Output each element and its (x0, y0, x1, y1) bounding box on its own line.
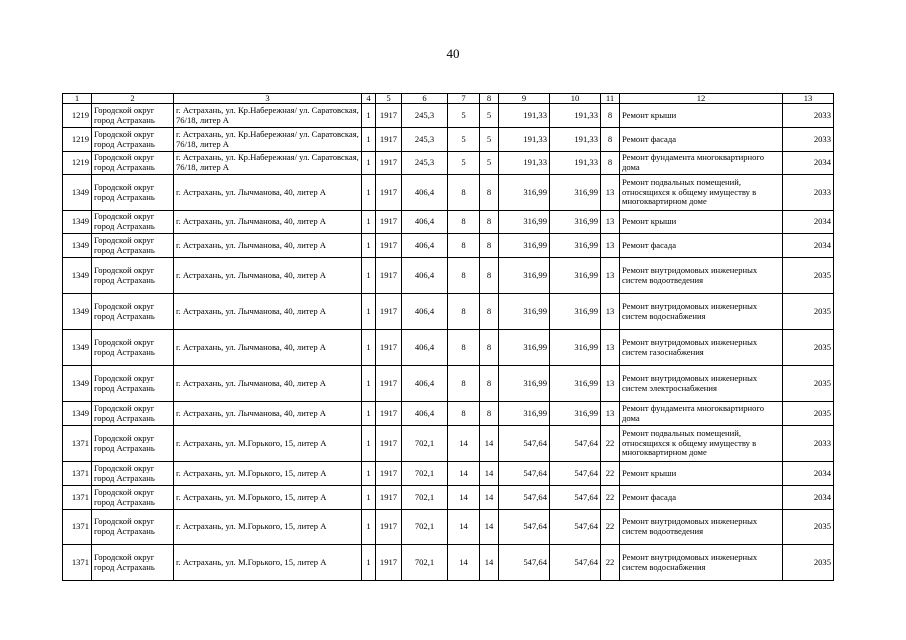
column-header: 5 (376, 94, 402, 104)
planned-year: 2034 (783, 486, 834, 510)
col9-value: 547,64 (499, 510, 550, 545)
municipality: Городской округ город Астрахань (92, 258, 174, 294)
col4-value: 1 (362, 258, 376, 294)
work-type: Ремонт подвальных помещений, относящихся к общему имуществу в многоквартирном доме (620, 426, 783, 462)
col4-value: 1 (362, 234, 376, 258)
work-type: Ремонт внутридомовых инженерных систем водоснабжения (620, 294, 783, 330)
year-built: 1917 (376, 426, 402, 462)
col7-value: 8 (448, 330, 480, 366)
col10-value: 316,99 (550, 330, 601, 366)
address: г. Астрахань, ул. Лычманова, 40, литер А (174, 402, 362, 426)
total-area: 702,1 (402, 545, 448, 581)
table-row (63, 486, 834, 510)
work-type: Ремонт внутридомовых инженерных систем водоснабжения (620, 545, 783, 581)
municipality: Городской округ город Астрахань (92, 294, 174, 330)
table-row (63, 330, 834, 366)
planned-year: 2034 (783, 211, 834, 234)
col8-value: 5 (480, 104, 499, 128)
column-header: 2 (92, 94, 174, 104)
row-id: 1349 (63, 211, 92, 234)
col11-value: 13 (601, 402, 620, 426)
year-built: 1917 (376, 294, 402, 330)
col11-value: 13 (601, 366, 620, 402)
table-row (63, 258, 834, 294)
address: г. Астрахань, ул. Лычманова, 40, литер А (174, 294, 362, 330)
planned-year: 2035 (783, 294, 834, 330)
municipality: Городской округ город Астрахань (92, 152, 174, 175)
planned-year: 2033 (783, 128, 834, 152)
col10-value: 316,99 (550, 258, 601, 294)
column-header: 9 (499, 94, 550, 104)
row-id: 1349 (63, 294, 92, 330)
row-id: 1349 (63, 330, 92, 366)
work-type: Ремонт внутридомовых инженерных систем газоснабжения (620, 330, 783, 366)
total-area: 245,3 (402, 104, 448, 128)
municipality: Городской округ город Астрахань (92, 510, 174, 545)
planned-year: 2035 (783, 402, 834, 426)
col11-value: 13 (601, 258, 620, 294)
total-area: 702,1 (402, 510, 448, 545)
col7-value: 8 (448, 175, 480, 211)
address: г. Астрахань, ул. М.Горького, 15, литер А (174, 486, 362, 510)
repair-schedule-table (62, 93, 834, 581)
col10-value: 547,64 (550, 462, 601, 486)
municipality: Городской округ город Астрахань (92, 545, 174, 581)
table-row (63, 545, 834, 581)
col7-value: 14 (448, 462, 480, 486)
planned-year: 2034 (783, 152, 834, 175)
total-area: 406,4 (402, 366, 448, 402)
municipality: Городской округ город Астрахань (92, 211, 174, 234)
col9-value: 191,33 (499, 104, 550, 128)
col9-value: 316,99 (499, 330, 550, 366)
col11-value: 13 (601, 294, 620, 330)
year-built: 1917 (376, 152, 402, 175)
col7-value: 5 (448, 152, 480, 175)
col10-value: 316,99 (550, 402, 601, 426)
planned-year: 2035 (783, 510, 834, 545)
column-header: 12 (620, 94, 783, 104)
row-id: 1349 (63, 175, 92, 211)
planned-year: 2033 (783, 175, 834, 211)
address: г. Астрахань, ул. М.Горького, 15, литер А (174, 545, 362, 581)
work-type: Ремонт крыши (620, 211, 783, 234)
col8-value: 8 (480, 175, 499, 211)
col8-value: 14 (480, 462, 499, 486)
col8-value: 14 (480, 545, 499, 581)
column-header: 1 (63, 94, 92, 104)
col4-value: 1 (362, 510, 376, 545)
total-area: 406,4 (402, 294, 448, 330)
col10-value: 316,99 (550, 234, 601, 258)
work-type: Ремонт крыши (620, 104, 783, 128)
col7-value: 8 (448, 294, 480, 330)
address: г. Астрахань, ул. Лычманова, 40, литер А (174, 175, 362, 211)
address: г. Астрахань, ул. Лычманова, 40, литер А (174, 330, 362, 366)
col4-value: 1 (362, 486, 376, 510)
table-row (63, 402, 834, 426)
col9-value: 547,64 (499, 486, 550, 510)
table-row (63, 104, 834, 128)
col8-value: 14 (480, 426, 499, 462)
municipality: Городской округ город Астрахань (92, 426, 174, 462)
total-area: 702,1 (402, 462, 448, 486)
col8-value: 8 (480, 366, 499, 402)
table-row (63, 510, 834, 545)
year-built: 1917 (376, 175, 402, 211)
municipality: Городской округ город Астрахань (92, 234, 174, 258)
row-id: 1371 (63, 510, 92, 545)
municipality: Городской округ город Астрахань (92, 175, 174, 211)
total-area: 406,4 (402, 258, 448, 294)
row-id: 1219 (63, 152, 92, 175)
col4-value: 1 (362, 402, 376, 426)
col11-value: 13 (601, 234, 620, 258)
total-area: 245,3 (402, 152, 448, 175)
col4-value: 1 (362, 211, 376, 234)
col9-value: 316,99 (499, 258, 550, 294)
col9-value: 316,99 (499, 402, 550, 426)
column-header: 7 (448, 94, 480, 104)
row-id: 1371 (63, 545, 92, 581)
col8-value: 14 (480, 510, 499, 545)
work-type: Ремонт внутридомовых инженерных систем электроснабжения (620, 366, 783, 402)
col9-value: 316,99 (499, 211, 550, 234)
year-built: 1917 (376, 462, 402, 486)
col4-value: 1 (362, 175, 376, 211)
municipality: Городской округ город Астрахань (92, 366, 174, 402)
table-row (63, 366, 834, 402)
col11-value: 8 (601, 104, 620, 128)
year-built: 1917 (376, 486, 402, 510)
row-id: 1371 (63, 426, 92, 462)
col11-value: 22 (601, 545, 620, 581)
col8-value: 8 (480, 211, 499, 234)
col9-value: 547,64 (499, 462, 550, 486)
col10-value: 547,64 (550, 510, 601, 545)
col7-value: 14 (448, 510, 480, 545)
col10-value: 316,99 (550, 366, 601, 402)
col7-value: 8 (448, 258, 480, 294)
col4-value: 1 (362, 152, 376, 175)
address: г. Астрахань, ул. Лычманова, 40, литер А (174, 234, 362, 258)
total-area: 702,1 (402, 486, 448, 510)
total-area: 406,4 (402, 175, 448, 211)
col9-value: 316,99 (499, 294, 550, 330)
address: г. Астрахань, ул. Лычманова, 40, литер А (174, 258, 362, 294)
row-id: 1349 (63, 402, 92, 426)
address: г. Астрахань, ул. М.Горького, 15, литер А (174, 426, 362, 462)
col10-value: 547,64 (550, 545, 601, 581)
col10-value: 547,64 (550, 486, 601, 510)
col10-value: 191,33 (550, 104, 601, 128)
table-row (63, 462, 834, 486)
row-id: 1349 (63, 366, 92, 402)
col7-value: 14 (448, 486, 480, 510)
total-area: 406,4 (402, 234, 448, 258)
column-header: 4 (362, 94, 376, 104)
year-built: 1917 (376, 545, 402, 581)
col4-value: 1 (362, 104, 376, 128)
planned-year: 2035 (783, 545, 834, 581)
col7-value: 8 (448, 366, 480, 402)
column-header: 13 (783, 94, 834, 104)
municipality: Городской округ город Астрахань (92, 402, 174, 426)
col11-value: 8 (601, 152, 620, 175)
column-header: 10 (550, 94, 601, 104)
work-type: Ремонт фасада (620, 486, 783, 510)
planned-year: 2033 (783, 104, 834, 128)
col10-value: 547,64 (550, 426, 601, 462)
col8-value: 5 (480, 128, 499, 152)
col10-value: 316,99 (550, 175, 601, 211)
table-row (63, 211, 834, 234)
col4-value: 1 (362, 294, 376, 330)
col4-value: 1 (362, 545, 376, 581)
year-built: 1917 (376, 104, 402, 128)
row-id: 1219 (63, 128, 92, 152)
municipality: Городской округ город Астрахань (92, 104, 174, 128)
total-area: 406,4 (402, 211, 448, 234)
work-type: Ремонт фасада (620, 234, 783, 258)
col10-value: 191,33 (550, 152, 601, 175)
year-built: 1917 (376, 366, 402, 402)
row-id: 1371 (63, 486, 92, 510)
col10-value: 316,99 (550, 294, 601, 330)
col8-value: 8 (480, 294, 499, 330)
column-header: 6 (402, 94, 448, 104)
col9-value: 316,99 (499, 366, 550, 402)
col11-value: 22 (601, 486, 620, 510)
year-built: 1917 (376, 258, 402, 294)
col11-value: 22 (601, 426, 620, 462)
col8-value: 14 (480, 486, 499, 510)
col9-value: 316,99 (499, 234, 550, 258)
work-type: Ремонт фундамента многоквартирного дома (620, 402, 783, 426)
column-header: 3 (174, 94, 362, 104)
address: г. Астрахань, ул. Лычманова, 40, литер А (174, 211, 362, 234)
address: г. Астрахань, ул. Кр.Набережная/ ул. Саратовская, 76/18, литер А (174, 128, 362, 152)
col11-value: 8 (601, 128, 620, 152)
col4-value: 1 (362, 462, 376, 486)
col7-value: 14 (448, 426, 480, 462)
col11-value: 22 (601, 510, 620, 545)
col7-value: 8 (448, 402, 480, 426)
col9-value: 191,33 (499, 152, 550, 175)
address: г. Астрахань, ул. Кр.Набережная/ ул. Саратовская, 76/18, литер А (174, 152, 362, 175)
work-type: Ремонт фундамента многоквартирного дома (620, 152, 783, 175)
col11-value: 13 (601, 211, 620, 234)
work-type: Ремонт внутридомовых инженерных систем водоотведения (620, 510, 783, 545)
col9-value: 547,64 (499, 545, 550, 581)
planned-year: 2034 (783, 234, 834, 258)
municipality: Городской округ город Астрахань (92, 128, 174, 152)
work-type: Ремонт внутридомовых инженерных систем водоотведения (620, 258, 783, 294)
col10-value: 316,99 (550, 211, 601, 234)
col7-value: 14 (448, 545, 480, 581)
work-type: Ремонт подвальных помещений, относящихся к общему имуществу в многоквартирном доме (620, 175, 783, 211)
year-built: 1917 (376, 234, 402, 258)
table-row (63, 152, 834, 175)
total-area: 406,4 (402, 330, 448, 366)
table-row (63, 294, 834, 330)
planned-year: 2035 (783, 330, 834, 366)
planned-year: 2033 (783, 426, 834, 462)
col11-value: 13 (601, 330, 620, 366)
year-built: 1917 (376, 211, 402, 234)
col4-value: 1 (362, 426, 376, 462)
page-number: 40 (446, 46, 460, 61)
row-id: 1349 (63, 234, 92, 258)
address: г. Астрахань, ул. М.Горького, 15, литер А (174, 510, 362, 545)
planned-year: 2035 (783, 258, 834, 294)
table-row (63, 234, 834, 258)
address: г. Астрахань, ул. Лычманова, 40, литер А (174, 366, 362, 402)
col10-value: 191,33 (550, 128, 601, 152)
row-id: 1219 (63, 104, 92, 128)
col7-value: 5 (448, 128, 480, 152)
col4-value: 1 (362, 330, 376, 366)
row-id: 1349 (63, 258, 92, 294)
col8-value: 8 (480, 234, 499, 258)
year-built: 1917 (376, 128, 402, 152)
col8-value: 5 (480, 152, 499, 175)
table-row (63, 128, 834, 152)
year-built: 1917 (376, 402, 402, 426)
total-area: 245,3 (402, 128, 448, 152)
municipality: Городской округ город Астрахань (92, 486, 174, 510)
municipality: Городской округ город Астрахань (92, 330, 174, 366)
table-row (63, 426, 834, 462)
col8-value: 8 (480, 258, 499, 294)
col7-value: 5 (448, 104, 480, 128)
col9-value: 191,33 (499, 128, 550, 152)
planned-year: 2035 (783, 366, 834, 402)
col11-value: 22 (601, 462, 620, 486)
col8-value: 8 (480, 330, 499, 366)
column-number-row (63, 94, 834, 104)
address: г. Астрахань, ул. Кр.Набережная/ ул. Саратовская, 76/18, литер А (174, 104, 362, 128)
col11-value: 13 (601, 175, 620, 211)
total-area: 702,1 (402, 426, 448, 462)
col8-value: 8 (480, 402, 499, 426)
col9-value: 547,64 (499, 426, 550, 462)
table-row (63, 175, 834, 211)
year-built: 1917 (376, 510, 402, 545)
work-type: Ремонт фасада (620, 128, 783, 152)
municipality: Городской округ город Астрахань (92, 462, 174, 486)
row-id: 1371 (63, 462, 92, 486)
col4-value: 1 (362, 366, 376, 402)
col4-value: 1 (362, 128, 376, 152)
col9-value: 316,99 (499, 175, 550, 211)
total-area: 406,4 (402, 402, 448, 426)
year-built: 1917 (376, 330, 402, 366)
column-header: 8 (480, 94, 499, 104)
address: г. Астрахань, ул. М.Горького, 15, литер А (174, 462, 362, 486)
planned-year: 2034 (783, 462, 834, 486)
column-header: 11 (601, 94, 620, 104)
col7-value: 8 (448, 211, 480, 234)
col7-value: 8 (448, 234, 480, 258)
work-type: Ремонт крыши (620, 462, 783, 486)
